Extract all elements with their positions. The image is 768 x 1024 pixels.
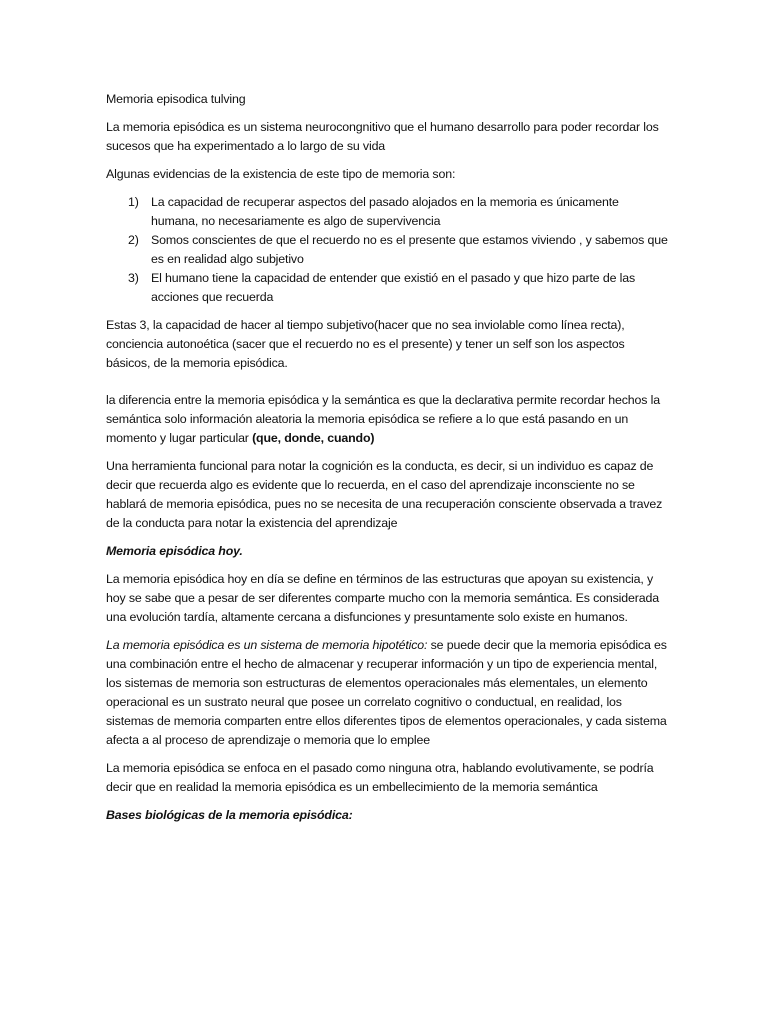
- paragraph-behavior: Una herramienta funcional para notar la cognición es la conducta, es decir, si un individuo es capaz de decir que recuerda algo es evidente que lo recuerda, en el caso del aprendizaje inconsciente no se hablará de memoria episódica, pues no se necesita de una recuperación consciente observada a travez de la conducta para notar la existencia del aprendizaje: [106, 459, 663, 530]
- paragraph-evidence-intro: Algunas evidencias de la existencia de este tipo de memoria son:: [106, 167, 456, 181]
- list-item-text: La capacidad de recuperar aspectos del pasado alojados en la memoria es únicamente humana, no necesariamente es algo de supervivencia: [151, 195, 619, 228]
- paragraph-definition: La memoria episódica es un sistema neurocongnitivo que el humano desarrollo para poder recordar los sucesos que ha experimentado a lo largo de su vida: [106, 120, 659, 153]
- paragraph-hypothetical-system: [106, 636, 668, 750]
- paragraph-difference-text: la diferencia entre la memoria episódica y la semántica es que la declarativa permite recordar hechos la semántica solo información aleatoria la memoria episódica se refiere a lo que está pasando en un momento y lugar particular: [106, 393, 660, 445]
- evidence-list: [106, 193, 668, 307]
- list-item: [106, 193, 668, 231]
- list-item-number: 3): [128, 271, 139, 285]
- paragraph-basic-aspects: Estas 3, la capacidad de hacer al tiempo subjetivo(hacer que no sea inviolable como línea recta), conciencia autonoética (sacer que el recuerdo no es el presente) y tener un self son los aspectos básicos, de la memoria episódica.: [106, 318, 625, 370]
- paragraph-hypothetical-text: se puede decir que la memoria episódica es una combinación entre el hecho de almacenar y recuperar información y un tipo de experiencia mental, los sistemas de memoria son estructuras de elementos operacionales más elementales, un elemento operacional es un sustrato neural que posee un correlato cognitivo o conductual, en realidad, los sistemas de memoria comparten entre ellos diferentes tipos de elementos operacionales, y cada sistema afecta a al proceso de aprendizaje o memoria que lo emplee: [106, 638, 667, 747]
- document-title: Memoria episodica tulving: [106, 92, 246, 106]
- list-item-number: 2): [128, 233, 139, 247]
- paragraph-past-focus: La memoria episódica se enfoca en el pasado como ninguna otra, hablando evolutivamente, se podría decir que en realidad la memoria episódica es un embellecimiento de la memoria semántica: [106, 761, 654, 794]
- list-item-text: El humano tiene la capacidad de entender que existió en el pasado y que hizo parte de las acciones que recuerda: [151, 271, 636, 304]
- list-item: [106, 269, 668, 307]
- paragraph-today: La memoria episódica hoy en día se define en términos de las estructuras que apoyan su existencia, y hoy se sabe que a pesar de ser diferentes comparte mucho con la memoria semántica. Es considerada una evolución tardía, altamente cercana a disfunciones y presuntamente solo existe en humanos.: [106, 572, 659, 624]
- section-heading-today: Memoria episódica hoy.: [106, 544, 243, 558]
- section-heading-biological: Bases biológicas de la memoria episódica:: [106, 808, 353, 822]
- list-item-number: 1): [128, 195, 139, 209]
- document-body: [106, 90, 668, 825]
- paragraph-difference-bold: (que, donde, cuando): [252, 431, 375, 445]
- list-item: [106, 231, 668, 269]
- paragraph-difference: [106, 391, 668, 448]
- paragraph-hypothetical-italic: La memoria episódica es un sistema de memoria hipotético:: [106, 638, 428, 652]
- list-item-text: Somos conscientes de que el recuerdo no es el presente que estamos viviendo , y sabemos que es en realidad algo subjetivo: [151, 233, 668, 266]
